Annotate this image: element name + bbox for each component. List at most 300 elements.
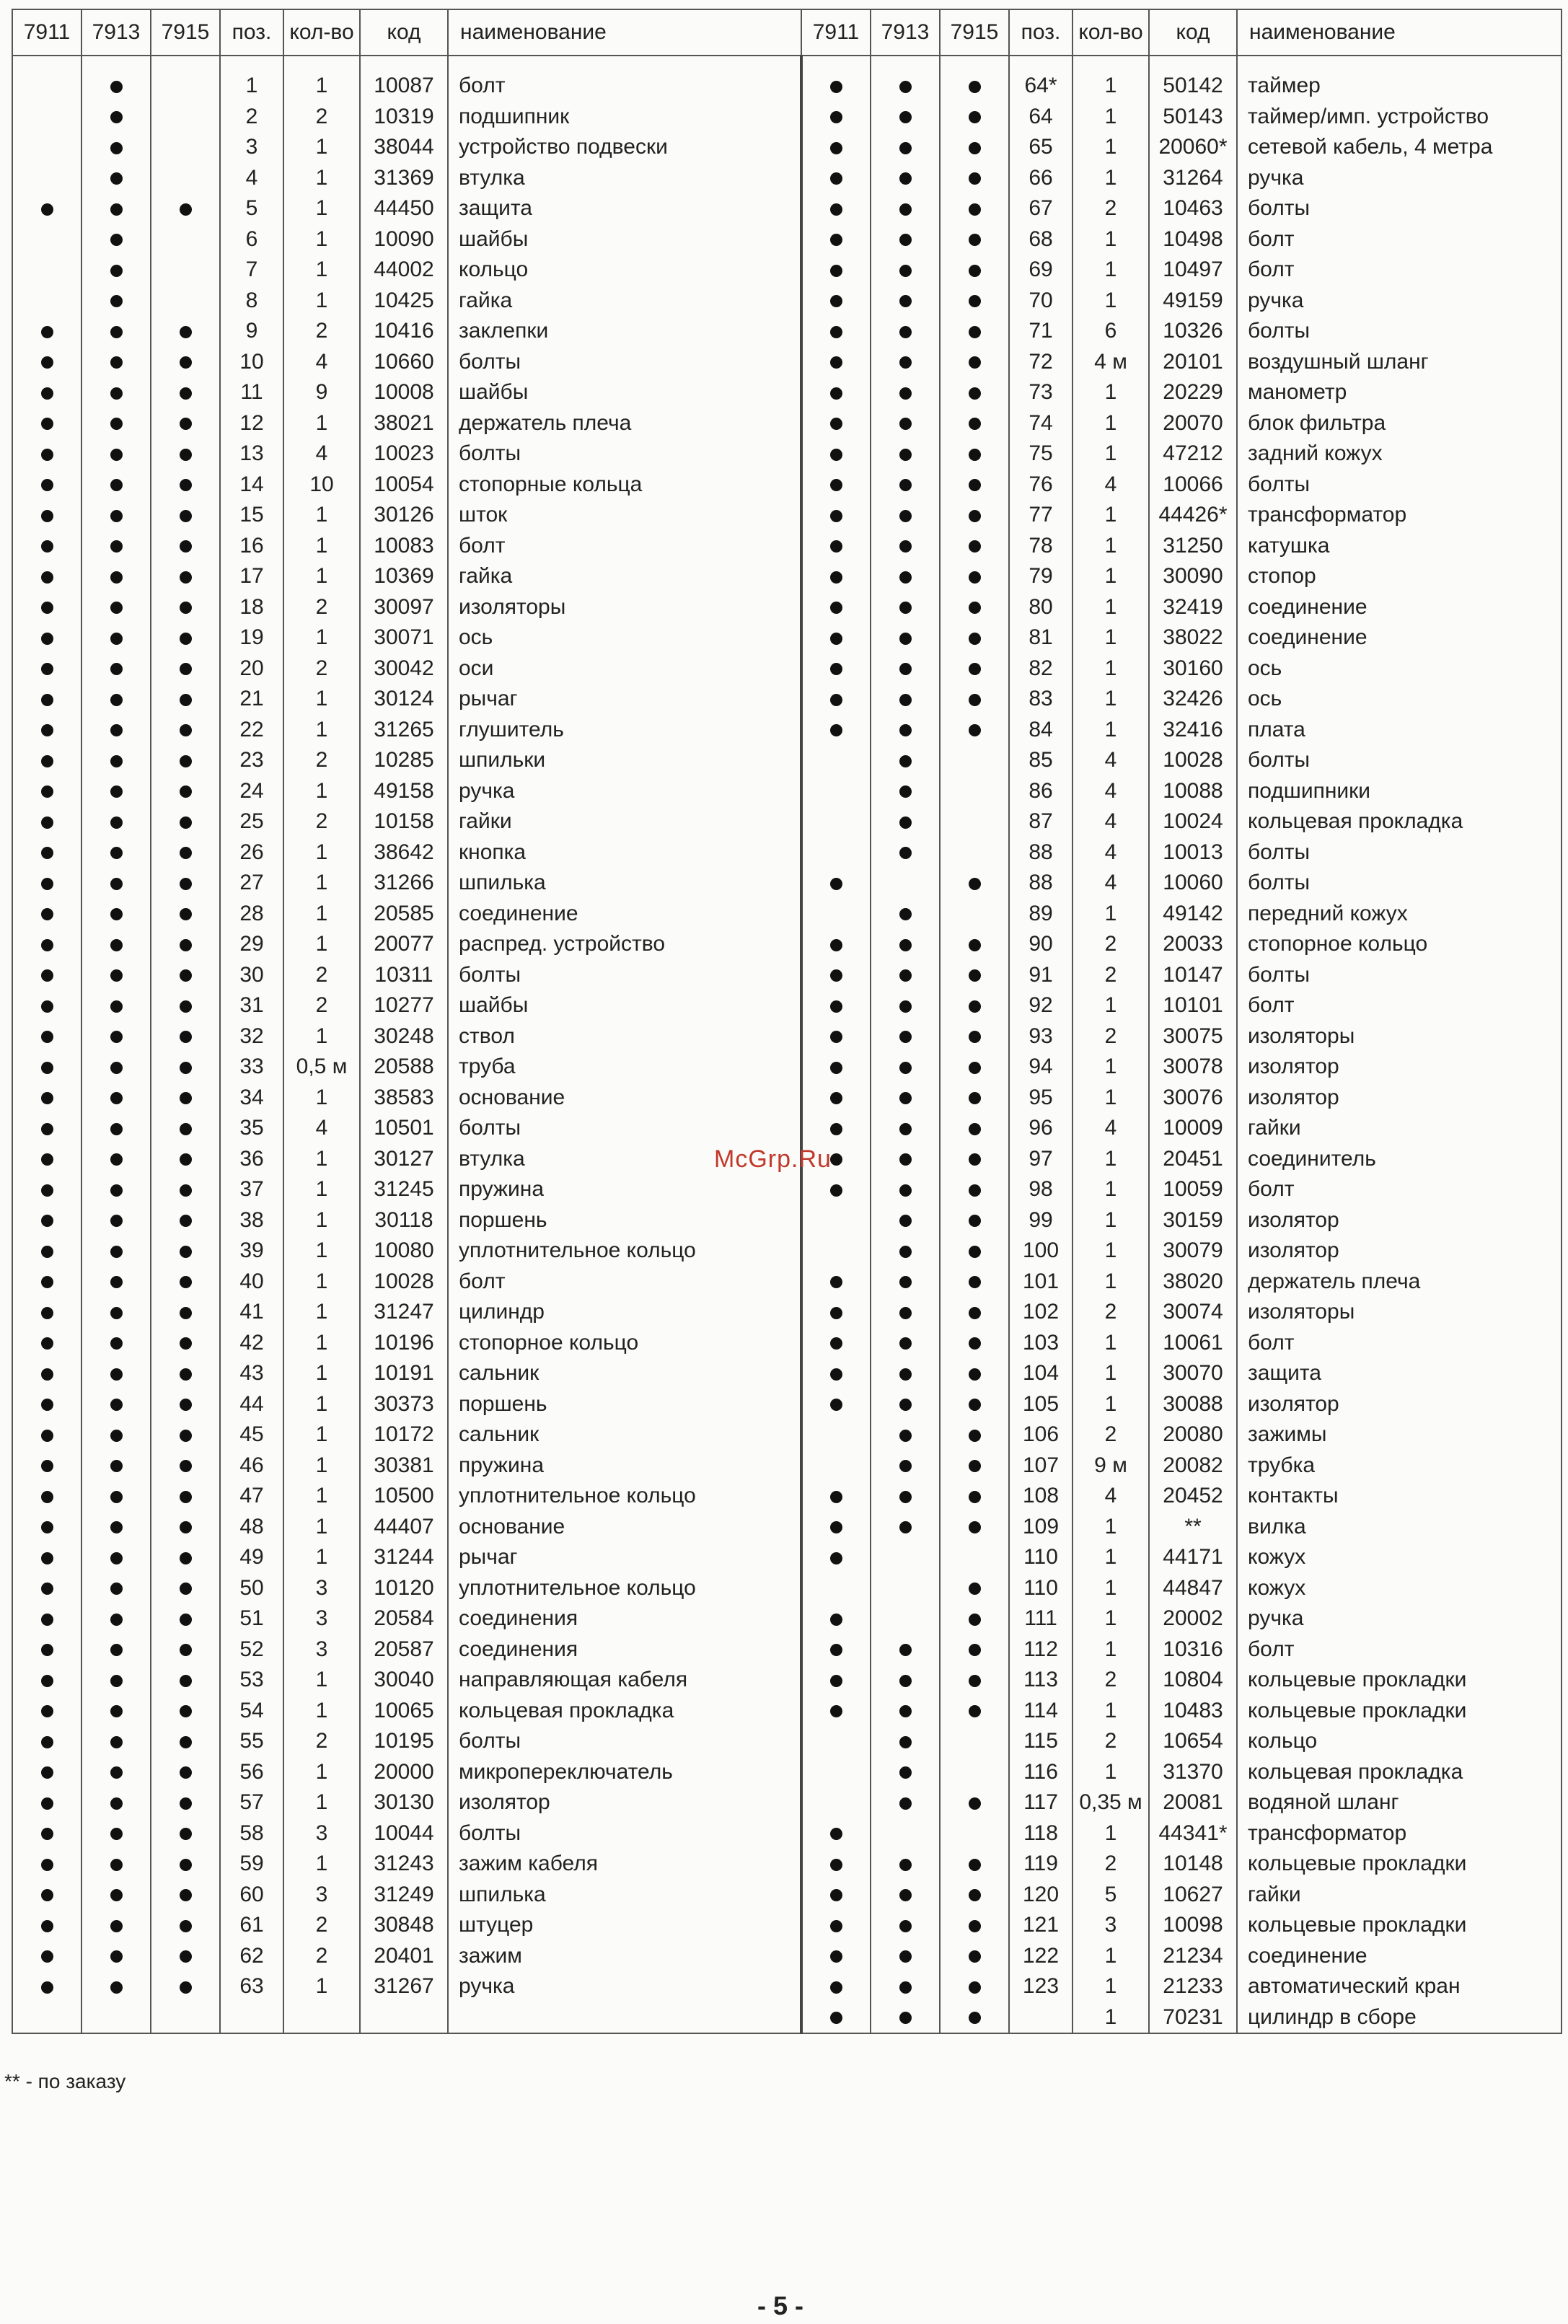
quantity-cell: 1 xyxy=(283,1174,360,1205)
model-dot-icon xyxy=(830,1062,842,1074)
model-cell xyxy=(82,1512,151,1543)
name-cell: кольцевая прокладка xyxy=(1237,1757,1562,1788)
code-cell: 32416 xyxy=(1149,715,1237,746)
position-cell: 115 xyxy=(1009,1726,1073,1757)
model-cell xyxy=(82,1481,151,1512)
quantity-cell: 1 xyxy=(1073,561,1149,592)
position-cell: 54 xyxy=(220,1696,283,1727)
model-dot-icon xyxy=(110,1705,123,1717)
position-cell: 36 xyxy=(220,1144,283,1175)
model-dot-icon xyxy=(969,1521,981,1533)
model-dot-icon xyxy=(180,1552,192,1564)
quantity-cell: 1 xyxy=(283,224,360,255)
model-dot-icon xyxy=(830,356,842,369)
model-cell xyxy=(151,653,220,685)
model-cell xyxy=(801,1481,871,1512)
code-cell: 30126 xyxy=(360,500,448,531)
quantity-cell: 4 xyxy=(283,1113,360,1144)
model-cell xyxy=(940,347,1009,378)
model-dot-icon xyxy=(180,969,192,982)
quantity-cell: 1 xyxy=(1073,1358,1149,1389)
quantity-cell: 4 xyxy=(1073,1113,1149,1144)
model-dot-icon xyxy=(969,1460,981,1472)
model-dot-icon xyxy=(830,81,842,93)
model-cell xyxy=(151,1297,220,1328)
header-model-7915: 7915 xyxy=(940,9,1009,56)
model-cell xyxy=(151,1665,220,1696)
model-cell xyxy=(801,470,871,501)
name-cell: кольцо xyxy=(448,255,801,286)
model-dot-icon xyxy=(41,663,53,675)
model-cell xyxy=(801,102,871,133)
name-cell: кольцевые прокладки xyxy=(1237,1696,1562,1727)
spacer-cell xyxy=(801,56,871,71)
model-dot-icon xyxy=(830,387,842,400)
model-dot-icon xyxy=(180,1276,192,1288)
model-dot-icon xyxy=(110,755,123,767)
name-cell: болты xyxy=(1237,745,1562,776)
model-cell xyxy=(12,1297,82,1328)
parts-table xyxy=(12,9,1562,2034)
model-cell xyxy=(940,408,1009,439)
code-cell: 10195 xyxy=(360,1726,448,1757)
quantity-cell: 2 xyxy=(283,653,360,685)
model-cell xyxy=(801,1389,871,1420)
model-cell xyxy=(82,592,151,623)
model-cell xyxy=(151,1328,220,1359)
name-cell: втулка xyxy=(448,1144,801,1175)
name-cell: шайбы xyxy=(448,990,801,1021)
position-cell: 60 xyxy=(220,1880,283,1911)
model-cell xyxy=(940,1451,1009,1482)
quantity-cell: 1 xyxy=(283,1389,360,1420)
model-dot-icon xyxy=(180,418,192,430)
model-dot-icon xyxy=(110,1307,123,1319)
spacer-cell xyxy=(12,56,82,71)
model-cell xyxy=(151,316,220,347)
model-cell xyxy=(940,316,1009,347)
spacer-cell xyxy=(82,56,151,71)
model-dot-icon xyxy=(180,817,192,829)
model-cell xyxy=(151,1849,220,1880)
model-cell xyxy=(871,1757,940,1788)
model-dot-icon xyxy=(830,1705,842,1717)
model-cell xyxy=(151,1971,220,2002)
quantity-cell: 1 xyxy=(1073,1144,1149,1175)
model-cell xyxy=(151,990,220,1021)
model-cell xyxy=(12,561,82,592)
table-row xyxy=(12,1389,1562,1420)
model-dot-icon xyxy=(41,1092,53,1104)
code-cell: 10008 xyxy=(360,377,448,408)
model-dot-icon xyxy=(899,1736,912,1748)
model-cell xyxy=(82,439,151,470)
model-dot-icon xyxy=(180,1675,192,1687)
model-dot-icon xyxy=(899,142,912,154)
model-dot-icon xyxy=(41,1031,53,1043)
quantity-cell: 1 xyxy=(1073,899,1149,930)
model-cell xyxy=(801,960,871,991)
model-dot-icon xyxy=(180,1766,192,1779)
model-cell xyxy=(151,868,220,899)
model-cell xyxy=(871,193,940,224)
quantity-cell: 1 xyxy=(1073,684,1149,715)
name-cell: кольцевые прокладки xyxy=(1237,1849,1562,1880)
header-name: наименование xyxy=(1237,9,1562,56)
position-cell: 88 xyxy=(1009,868,1073,899)
code-cell: 10498 xyxy=(1149,224,1237,255)
name-cell: болты xyxy=(1237,470,1562,501)
name-cell: соединение xyxy=(1237,592,1562,623)
quantity-cell: 1 xyxy=(283,1757,360,1788)
model-dot-icon xyxy=(969,1430,981,1442)
model-dot-icon xyxy=(41,1276,53,1288)
model-cell xyxy=(12,193,82,224)
code-cell: 20401 xyxy=(360,1941,448,1972)
model-cell xyxy=(151,561,220,592)
quantity-cell: 1 xyxy=(283,1236,360,1267)
position-cell: 27 xyxy=(220,868,283,899)
name-cell: соединитель xyxy=(1237,1144,1562,1175)
code-cell: 30090 xyxy=(1149,561,1237,592)
quantity-cell: 1 xyxy=(283,868,360,899)
model-dot-icon xyxy=(899,1307,912,1319)
model-cell xyxy=(12,1787,82,1818)
name-cell: оси xyxy=(448,653,801,685)
table-row xyxy=(12,255,1562,286)
model-cell xyxy=(871,1941,940,1972)
model-cell xyxy=(871,1573,940,1604)
model-dot-icon xyxy=(180,1307,192,1319)
quantity-cell: 2 xyxy=(1073,929,1149,960)
model-cell xyxy=(151,1451,220,1482)
model-dot-icon xyxy=(830,142,842,154)
code-cell: 20101 xyxy=(1149,347,1237,378)
position-cell: 68 xyxy=(1009,224,1073,255)
model-cell xyxy=(801,806,871,837)
model-dot-icon xyxy=(110,510,123,522)
quantity-cell: 2 xyxy=(1073,960,1149,991)
header-name: наименование xyxy=(448,9,801,56)
model-cell xyxy=(871,1512,940,1543)
code-cell: 20033 xyxy=(1149,929,1237,960)
name-cell: пружина xyxy=(448,1174,801,1205)
model-cell xyxy=(801,1696,871,1727)
name-cell: ручка xyxy=(1237,286,1562,317)
quantity-cell: 2 xyxy=(1073,1665,1149,1696)
model-dot-icon xyxy=(969,1184,981,1197)
model-dot-icon xyxy=(180,1736,192,1748)
model-dot-icon xyxy=(110,571,123,584)
model-dot-icon xyxy=(110,1644,123,1656)
model-dot-icon xyxy=(969,1981,981,1994)
name-cell: стопорное кольцо xyxy=(1237,929,1562,960)
model-dot-icon xyxy=(41,1491,53,1503)
position-cell: 104 xyxy=(1009,1358,1073,1389)
model-cell xyxy=(82,163,151,194)
name-cell: гайки xyxy=(448,806,801,837)
code-cell: 10463 xyxy=(1149,193,1237,224)
model-cell xyxy=(82,806,151,837)
model-dot-icon xyxy=(969,1062,981,1074)
table-row xyxy=(12,1052,1562,1083)
model-cell xyxy=(151,1083,220,1114)
model-cell xyxy=(940,531,1009,562)
name-cell: гайки xyxy=(1237,1880,1562,1911)
model-dot-icon xyxy=(969,418,981,430)
position-cell: 100 xyxy=(1009,1236,1073,1267)
model-cell xyxy=(801,990,871,1021)
model-cell xyxy=(801,1236,871,1267)
name-cell: гайка xyxy=(448,286,801,317)
name-cell: глушитель xyxy=(448,715,801,746)
table-row xyxy=(12,1573,1562,1604)
model-cell xyxy=(871,163,940,194)
position-cell: 6 xyxy=(220,224,283,255)
model-cell xyxy=(940,806,1009,837)
table-row xyxy=(12,776,1562,807)
model-dot-icon xyxy=(969,295,981,307)
name-cell: соединения xyxy=(448,1634,801,1665)
code-cell: 10009 xyxy=(1149,1113,1237,1144)
quantity-cell: 2 xyxy=(283,960,360,991)
code-cell: 10088 xyxy=(1149,776,1237,807)
model-dot-icon xyxy=(110,1153,123,1166)
model-cell xyxy=(801,1849,871,1880)
model-cell xyxy=(871,776,940,807)
position-cell: 28 xyxy=(220,899,283,930)
model-dot-icon xyxy=(899,295,912,307)
name-cell: болт xyxy=(1237,1634,1562,1665)
position-cell: 50 xyxy=(220,1573,283,1604)
table-row xyxy=(12,899,1562,930)
name-cell: таймер xyxy=(1237,71,1562,102)
model-dot-icon xyxy=(830,1000,842,1013)
name-cell: стопор xyxy=(1237,561,1562,592)
model-dot-icon xyxy=(830,540,842,553)
quantity-cell: 3 xyxy=(283,1573,360,1604)
model-cell xyxy=(151,102,220,133)
model-cell xyxy=(82,1328,151,1359)
name-cell: стопорное кольцо xyxy=(448,1328,801,1359)
position-cell: 65 xyxy=(1009,132,1073,163)
model-dot-icon xyxy=(41,1859,53,1871)
model-cell xyxy=(871,1420,940,1451)
quantity-cell: 1 xyxy=(283,1021,360,1052)
model-dot-icon xyxy=(830,571,842,584)
model-dot-icon xyxy=(899,1644,912,1656)
position-cell: 48 xyxy=(220,1512,283,1543)
table-row xyxy=(12,1941,1562,1972)
name-cell: изоляторы xyxy=(1237,1021,1562,1052)
model-dot-icon xyxy=(110,785,123,798)
position-cell: 116 xyxy=(1009,1757,1073,1788)
model-cell xyxy=(871,470,940,501)
model-dot-icon xyxy=(899,1000,912,1013)
model-dot-icon xyxy=(180,694,192,706)
model-cell xyxy=(871,1849,940,1880)
model-dot-icon xyxy=(899,1368,912,1381)
model-cell xyxy=(151,1144,220,1175)
position-cell: 20 xyxy=(220,653,283,685)
model-cell xyxy=(151,377,220,408)
model-cell xyxy=(871,377,940,408)
model-cell xyxy=(871,347,940,378)
model-cell xyxy=(871,1542,940,1573)
model-cell xyxy=(12,500,82,531)
model-dot-icon xyxy=(180,387,192,400)
model-cell xyxy=(801,776,871,807)
code-cell: 32426 xyxy=(1149,684,1237,715)
model-dot-icon xyxy=(830,724,842,736)
model-cell xyxy=(82,1267,151,1298)
model-cell xyxy=(12,224,82,255)
name-cell: блок фильтра xyxy=(1237,408,1562,439)
quantity-cell: 1 xyxy=(283,132,360,163)
quantity-cell: 2 xyxy=(1073,1021,1149,1052)
model-dot-icon xyxy=(110,326,123,338)
quantity-cell: 3 xyxy=(283,1634,360,1665)
model-dot-icon xyxy=(180,1644,192,1656)
code-cell: 10013 xyxy=(1149,837,1237,868)
quantity-cell: 4 xyxy=(283,439,360,470)
name-cell: болты xyxy=(448,1113,801,1144)
table-row xyxy=(12,102,1562,133)
model-dot-icon xyxy=(110,1583,123,1595)
model-cell xyxy=(151,1389,220,1420)
table-row xyxy=(12,1205,1562,1236)
model-cell xyxy=(12,929,82,960)
model-dot-icon xyxy=(899,1092,912,1104)
name-cell: направляющая кабеля xyxy=(448,1665,801,1696)
code-cell: 31267 xyxy=(360,1971,448,2002)
position-cell: 102 xyxy=(1009,1297,1073,1328)
model-dot-icon xyxy=(830,1184,842,1197)
model-cell xyxy=(801,653,871,685)
model-dot-icon xyxy=(110,1981,123,1994)
code-cell: 10277 xyxy=(360,990,448,1021)
code-cell: 10147 xyxy=(1149,960,1237,991)
model-cell xyxy=(82,1021,151,1052)
model-dot-icon xyxy=(110,817,123,829)
header-model-7911: 7911 xyxy=(801,9,871,56)
code-cell: 20451 xyxy=(1149,1144,1237,1175)
code-cell: 10087 xyxy=(360,71,448,102)
quantity-cell: 2 xyxy=(283,592,360,623)
code-cell: 10326 xyxy=(1149,316,1237,347)
model-cell xyxy=(801,929,871,960)
position-cell: 58 xyxy=(220,1818,283,1849)
model-dot-icon xyxy=(180,1614,192,1626)
code-cell: 20452 xyxy=(1149,1481,1237,1512)
table-row xyxy=(12,1297,1562,1328)
table-body xyxy=(12,56,1562,2033)
model-dot-icon xyxy=(110,1430,123,1442)
model-cell xyxy=(940,899,1009,930)
model-cell xyxy=(82,1205,151,1236)
name-cell: болты xyxy=(1237,837,1562,868)
name-cell: основание xyxy=(448,1083,801,1114)
quantity-cell: 2 xyxy=(1073,1726,1149,1757)
model-cell xyxy=(82,286,151,317)
table-row xyxy=(12,745,1562,776)
quantity-cell: 1 xyxy=(1073,1267,1149,1298)
quantity-cell: 3 xyxy=(1073,1910,1149,1941)
spacer-cell xyxy=(220,56,283,71)
model-cell xyxy=(940,1849,1009,1880)
model-dot-icon xyxy=(830,939,842,951)
model-cell xyxy=(801,255,871,286)
table-row xyxy=(12,377,1562,408)
model-cell xyxy=(940,622,1009,653)
quantity-cell: 3 xyxy=(283,1818,360,1849)
model-cell xyxy=(871,1052,940,1083)
table-row xyxy=(12,1818,1562,1849)
code-cell: 20080 xyxy=(1149,1420,1237,1451)
model-cell xyxy=(801,2002,871,2034)
model-cell xyxy=(82,1451,151,1482)
model-dot-icon xyxy=(899,694,912,706)
model-dot-icon xyxy=(110,203,123,216)
quantity-cell: 1 xyxy=(283,715,360,746)
model-cell xyxy=(82,899,151,930)
position-cell: 90 xyxy=(1009,929,1073,960)
model-dot-icon xyxy=(899,479,912,491)
name-cell: труба xyxy=(448,1052,801,1083)
name-cell: таймер/имп. устройство xyxy=(1237,102,1562,133)
model-dot-icon xyxy=(180,1797,192,1810)
model-dot-icon xyxy=(110,1246,123,1258)
quantity-cell: 1 xyxy=(1073,622,1149,653)
position-cell: 76 xyxy=(1009,470,1073,501)
model-dot-icon xyxy=(110,449,123,461)
model-dot-icon xyxy=(969,602,981,614)
model-cell xyxy=(871,1267,940,1298)
model-dot-icon xyxy=(899,755,912,767)
model-dot-icon xyxy=(830,172,842,185)
position-cell: 57 xyxy=(220,1787,283,1818)
name-cell: болт xyxy=(1237,255,1562,286)
model-cell xyxy=(940,1971,1009,2002)
quantity-cell: 1 xyxy=(283,1971,360,2002)
model-cell xyxy=(82,1113,151,1144)
model-dot-icon xyxy=(41,1981,53,1994)
model-dot-icon xyxy=(110,1920,123,1932)
code-cell: 30118 xyxy=(360,1205,448,1236)
model-dot-icon xyxy=(899,1889,912,1901)
model-cell xyxy=(12,622,82,653)
model-cell xyxy=(801,684,871,715)
model-dot-icon xyxy=(969,356,981,369)
position-cell: 122 xyxy=(1009,1941,1073,1972)
model-cell xyxy=(82,255,151,286)
model-cell xyxy=(940,1665,1009,1696)
model-dot-icon xyxy=(180,510,192,522)
table-row xyxy=(12,1267,1562,1298)
position-cell: 64 xyxy=(1009,102,1073,133)
position-cell: 21 xyxy=(220,684,283,715)
model-dot-icon xyxy=(899,1062,912,1074)
model-dot-icon xyxy=(41,1889,53,1901)
model-dot-icon xyxy=(969,969,981,982)
quantity-cell: 1 xyxy=(1073,1052,1149,1083)
model-dot-icon xyxy=(969,724,981,736)
code-cell: 20584 xyxy=(360,1603,448,1634)
position-cell: 86 xyxy=(1009,776,1073,807)
quantity-cell: 1 xyxy=(283,1696,360,1727)
model-dot-icon xyxy=(969,387,981,400)
name-cell: гайки xyxy=(1237,1113,1562,1144)
